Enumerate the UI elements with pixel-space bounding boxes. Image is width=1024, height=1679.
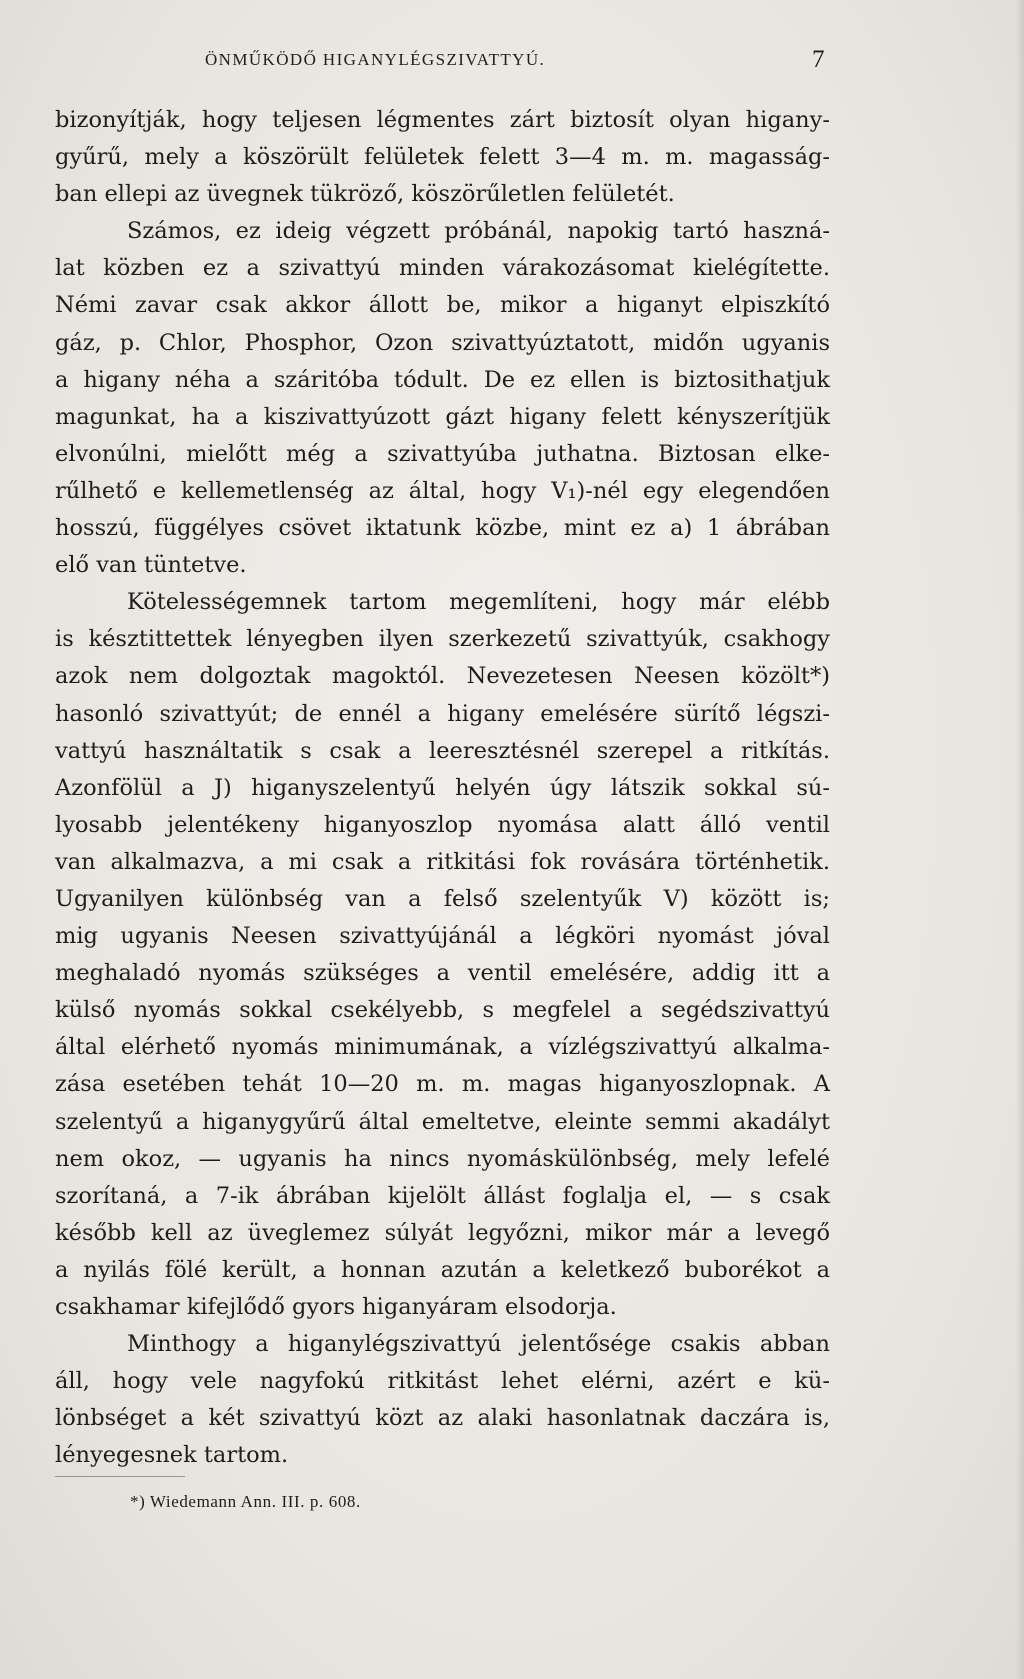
text-line: elő van tüntetve.: [55, 552, 247, 579]
text-line: gáz, p. Chlor, Phosphor, Ozon szivattyúztatott, midőn ugyanis: [55, 329, 830, 356]
text-line: mig ugyanis Neesen szivattyújánál a légköri nyomást jóval: [55, 923, 830, 950]
page-number: 7: [812, 46, 825, 73]
text-line: azok nem dolgoztak magoktól. Nevezetesen Neesen közölt*): [55, 663, 830, 690]
text-line: áll, hogy vele nagyfokú ritkitást lehet elérni, azért e kü-: [55, 1368, 830, 1395]
text-line: rűlhető e kellemetlenség az által, hogy V₁)-nél egy elegendően: [55, 477, 830, 504]
text-line: később kell az üveglemez súlyát legyőzni, mikor már a levegő: [55, 1219, 830, 1246]
text-line: szorítaná, a 7-ik ábrában kijelölt állást foglalja el, — s csak: [55, 1182, 830, 1209]
page-edge-shadow: [1016, 0, 1024, 1679]
body-text: [55, 102, 830, 1474]
text-line: Számos, ez ideig végzett próbánál, napokig tartó haszná-: [127, 218, 830, 245]
text-line: bizonyítják, hogy teljesen légmentes zárt biztosít olyan higany-: [55, 107, 830, 133]
text-line: zása esetében tehát 10—20 m. m. magas higanyoszlopnak. A: [55, 1071, 830, 1098]
text-line: Azonfölül a J) higanyszelentyű helyén úgy látszik sokkal sú-: [55, 774, 830, 801]
text-line: is késztittettek lényegben ilyen szerkezetű szivattyúk, csakhogy: [55, 626, 830, 653]
page-header: [0, 46, 1024, 76]
text-line: van alkalmazva, a mi csak a ritkitási fok rovására történhetik.: [55, 848, 830, 875]
text-line: lat közben ez a szivattyú minden várakozásomat kielégítette.: [55, 255, 830, 282]
text-line: Ugyanilyen különbség van a felső szelentyűk V) között is;: [55, 885, 830, 912]
text-line: Kötelességemnek tartom megemlíteni, hogy már elébb: [127, 589, 830, 616]
text-line: vattyú használtatik s csak a leeresztésnél szerepel a ritkítás.: [55, 737, 830, 764]
text-line: csakhamar kifejlődő gyors higanyáram elsodorja.: [55, 1294, 617, 1320]
footnote-rule: [55, 1476, 185, 1477]
text-line: a higany néha a száritóba tódult. De ez ellen is biztosithatjuk: [55, 366, 830, 393]
running-head: ÖNMŰKÖDŐ HIGANYLÉGSZIVATTYÚ.: [205, 50, 546, 69]
text-line: szelentyű a higanygyűrű által emeltetve, eleinte semmi akadályt: [55, 1108, 830, 1135]
text-line: lönbséget a két szivattyú közt az alaki hasonlatnak daczára is,: [55, 1405, 830, 1432]
text-line: külső nyomás sokkal csekélyebb, s megfelel a segédszivattyú: [55, 997, 830, 1024]
footnote: *) Wiedemann Ann. III. p. 608.: [130, 1492, 361, 1511]
text-line: által elérhető nyomás minimumának, a vízlégszivattyú alkalma-: [55, 1034, 830, 1061]
text-line: hasonló szivattyút; de ennél a higany emelésére sürítő légszi-: [55, 700, 830, 727]
text-line: magunkat, ha a kiszivattyúzott gázt higany felett kényszerítjük: [55, 403, 830, 430]
text-line: a nyilás fölé került, a honnan azután a keletkező buborékot a: [55, 1256, 830, 1283]
text-line: lyosabb jelentékeny higanyoszlop nyomása alatt álló ventil: [55, 811, 830, 838]
text-line: hosszú, függélyes csövet iktatunk közbe, mint ez a) 1 ábrában: [55, 515, 830, 542]
text-line: lényegesnek tartom.: [55, 1442, 289, 1469]
text-line: ban ellepi az üvegnek tükröző, köszörűletlen felületét.: [55, 181, 675, 208]
text-line: meghaladó nyomás szükséges a ventil emelésére, addig itt a: [55, 960, 830, 987]
text-line: Némi zavar csak akkor állott be, mikor a higanyt elpiszkító: [55, 292, 830, 319]
text-line: nem okoz, — ugyanis ha nincs nyomáskülönbség, mely lefelé: [55, 1145, 830, 1172]
text-line: gyűrű, mely a köszörült felületek felett 3—4 m. m. magasság-: [55, 144, 830, 171]
text-line: elvonúlni, mielőtt még a szivattyúba juthatna. Biztosan elke-: [55, 440, 830, 467]
text-line: Minthogy a higanylégszivattyú jelentősége csakis abban: [127, 1331, 830, 1358]
